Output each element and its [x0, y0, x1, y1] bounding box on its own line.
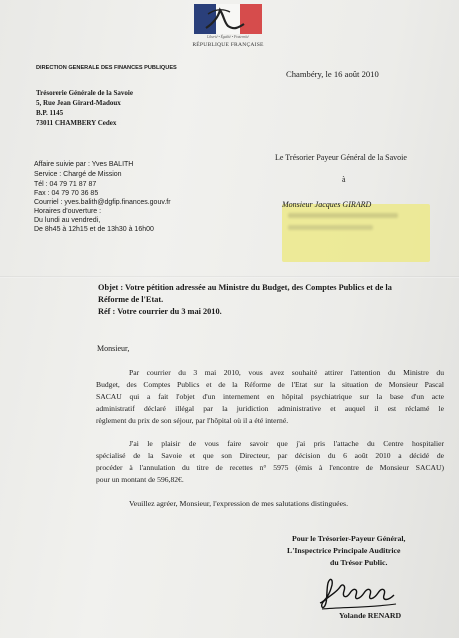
signature-title-2: L'Inspectrice Principale Auditrice	[287, 546, 401, 555]
object-line-2: Réforme de l'Etat.	[98, 295, 164, 304]
paragraph-1	[96, 367, 444, 427]
redacted-address-line	[288, 225, 373, 230]
paper-fold	[0, 276, 459, 278]
sender-street: 5, Rue Jean Girard-Madoux	[36, 99, 121, 107]
marianne-logo	[186, 4, 270, 56]
to-word: à	[342, 175, 346, 184]
paragraph-line: spécialisé de la Savoie et que son Directeur, par décision du 6 août 2010 a décidé de	[96, 451, 444, 460]
motto: Liberté • Égalité • Fraternité	[207, 35, 249, 39]
paragraph-line: Par courrier du 3 mai 2010, vous avez souhaité attirer l'attention du Ministre du	[129, 368, 444, 377]
object-line: Objet : Votre pétition adressée au Ministre du Budget, des Comptes Publics et de la	[98, 283, 392, 292]
handwritten-signature	[316, 573, 402, 613]
paragraph-line: Budget, des Comptes Publics et de la Réforme de l'Etat sur la situation de Monsieur Pascal	[96, 380, 444, 389]
place-date: Chambéry, le 16 août 2010	[286, 69, 379, 79]
case-officer: Affaire suivie par : Yves BALITH	[34, 161, 134, 168]
recipient-name: Monsieur Jacques GIRARD	[282, 200, 372, 209]
paragraph-line: J'ai le plaisir de vous faire savoir que j'ai pris l'attache du Centre hospitalier	[129, 439, 444, 448]
hours-days: Du lundi au vendredi,	[34, 217, 101, 224]
paragraph-2	[96, 438, 444, 486]
paragraph-line: administratif déclaré illégal par la juridiction administrative et auquel il est réclamé le	[96, 404, 444, 413]
paragraph-line: SACAU qui a fait l'objet d'un internement en hôpital psychiatrique sur la base d'un acte	[96, 392, 444, 401]
direction-name: DIRECTION GENERALE DES FINANCES PUBLIQUES	[36, 65, 177, 71]
salutation: Monsieur,	[97, 344, 130, 353]
paragraph-line: règlement du prix de son séjour, par l'hôpital où il a été interné.	[96, 416, 289, 425]
sender-name: Trésorerie Générale de la Savoie	[36, 89, 133, 97]
sender-title: Le Trésorier Payeur Général de la Savoie	[275, 153, 407, 162]
signature-title-3: du Trésor Public.	[330, 558, 388, 567]
sender-po-box: B.P. 1145	[36, 109, 64, 117]
republic-name: RÉPUBLIQUE FRANÇAISE	[192, 42, 264, 48]
paragraph-line: procéder à l'annulation du titre de recettes n° 5975 (émis à l'encontre de Monsieur SACAU)	[96, 463, 444, 472]
reference-line: Réf : Votre courrier du 3 mai 2010.	[98, 307, 222, 316]
paragraph-line: pour un montant de 596,82€.	[96, 475, 184, 484]
closing: Veuillez agréer, Monsieur, l'expression de mes salutations distinguées.	[129, 499, 349, 508]
service: Service : Chargé de Mission	[34, 171, 122, 178]
telephone: Tél : 04 79 71 87 87	[34, 181, 97, 188]
hours-label: Horaires d'ouverture :	[34, 208, 102, 215]
signature-title-1: Pour le Trésorier-Payeur Général,	[292, 534, 406, 543]
redacted-address-line	[288, 213, 398, 218]
signatory-name: Yolande RENARD	[339, 611, 402, 620]
fax: Fax : 04 79 70 36 85	[34, 190, 99, 197]
hours-times: De 8h45 à 12h15 et de 13h30 à 16h00	[34, 226, 154, 233]
sender-city: 73011 CHAMBERY Cedex	[36, 119, 117, 127]
marianne-emblem-icon	[194, 4, 262, 34]
email: Courriel : yves.balith@dgfip.finances.gouv.fr	[34, 199, 171, 206]
